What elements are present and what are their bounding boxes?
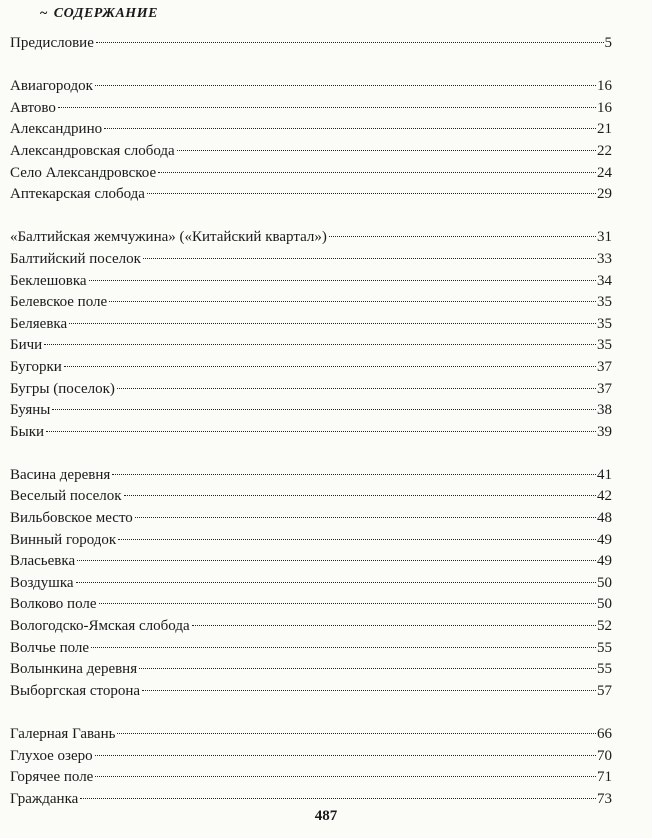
toc-entry <box>10 76 612 98</box>
dot-leader <box>44 344 596 345</box>
toc-entry-title: Авиагородок <box>10 78 93 95</box>
toc-entry-title: Бичи <box>10 337 43 354</box>
toc-entry-title: Васина деревня <box>10 466 111 483</box>
toc-entry <box>10 422 612 444</box>
dot-leader <box>117 733 596 734</box>
dot-leader <box>46 431 596 432</box>
toc-entry-page: 48 <box>597 510 612 527</box>
toc-entry-page: 73 <box>597 790 612 807</box>
toc-entry-page: 35 <box>597 315 612 332</box>
toc-entry-title: Бугорки <box>10 358 62 375</box>
toc-entry <box>10 681 612 703</box>
page-number: 487 <box>314 808 338 824</box>
toc-entry-page: 71 <box>597 769 612 786</box>
toc-entry-page: 41 <box>597 466 612 483</box>
toc-entry <box>10 33 612 55</box>
toc-entry <box>10 659 612 681</box>
toc-entry-title: Аптекарская слобода <box>10 186 145 203</box>
toc-entry-title: Село Александровское <box>10 164 157 181</box>
toc-entry-title: Бугры (поселок) <box>10 380 115 397</box>
dot-leader <box>142 690 596 691</box>
dot-leader <box>95 755 596 756</box>
toc-entry-title: Галерная Гавань <box>10 726 116 742</box>
toc-entry <box>10 767 612 789</box>
toc-entry-title: Винный городок <box>10 531 117 548</box>
toc-entry <box>10 400 612 422</box>
toc-entry-title: Буяны <box>10 402 51 419</box>
section-gap <box>10 702 612 724</box>
toc-entry <box>10 486 612 508</box>
toc-entry-page: 24 <box>597 164 612 181</box>
toc-entry-page: 66 <box>597 726 612 742</box>
dot-leader <box>143 258 596 259</box>
toc-entry-page: 37 <box>597 358 612 375</box>
toc-entry-page: 49 <box>597 531 612 548</box>
toc-entry <box>10 379 612 401</box>
toc-entry-page: 55 <box>597 661 612 678</box>
dot-leader <box>95 776 596 777</box>
toc-entry-page: 16 <box>597 78 612 95</box>
toc-entry-title: Выборгская сторона <box>10 682 141 699</box>
toc-entry-title: Балтийский поселок <box>10 250 141 267</box>
dot-leader <box>158 172 596 173</box>
dot-leader <box>135 517 596 518</box>
toc-entry-page: 29 <box>597 186 612 203</box>
toc-entry <box>10 141 612 163</box>
header-title: СОДЕРЖАНИЕ <box>53 6 158 21</box>
toc-entry <box>10 616 612 638</box>
toc-entry-title: Волково поле <box>10 596 97 613</box>
dot-leader <box>64 366 596 367</box>
toc-entry-page: 37 <box>597 380 612 397</box>
dot-leader <box>112 474 596 475</box>
toc-entry-title: Горячее поле <box>10 769 94 786</box>
toc-entry <box>10 357 612 379</box>
tilde-ornament-icon: ~ <box>40 6 48 21</box>
toc-entry-title: Белевское поле <box>10 294 108 311</box>
toc-entry-title: Воздушка <box>10 574 74 591</box>
table-of-contents <box>10 33 612 810</box>
section-gap <box>10 55 612 77</box>
toc-entry <box>10 594 612 616</box>
dot-leader <box>77 560 596 561</box>
toc-entry <box>10 271 612 293</box>
toc-entry-title: Власьевка <box>10 553 76 570</box>
toc-entry-title: Быки <box>10 423 45 440</box>
toc-entry-title: Волчье поле <box>10 639 90 656</box>
toc-entry <box>10 292 612 314</box>
toc-entry-title: Александровская слобода <box>10 142 175 159</box>
toc-entry <box>10 119 612 141</box>
dot-leader <box>58 107 596 108</box>
toc-entry <box>10 335 612 357</box>
toc-entry-page: 5 <box>604 35 612 51</box>
dot-leader <box>192 625 596 626</box>
toc-entry-title: «Балтийская жемчужина» («Китайский квартал») <box>10 229 327 246</box>
toc-entry <box>10 724 612 746</box>
toc-entry-page: 16 <box>597 99 612 116</box>
toc-entry-page: 70 <box>597 747 612 764</box>
toc-entry <box>10 465 612 487</box>
toc-entry-title: Веселый поселок <box>10 488 122 505</box>
dot-leader <box>80 798 596 799</box>
toc-entry-page: 57 <box>597 682 612 699</box>
dot-leader <box>177 150 596 151</box>
dot-leader <box>109 301 596 302</box>
toc-entry-page: 33 <box>597 250 612 267</box>
toc-entry-page: 39 <box>597 423 612 440</box>
toc-entry <box>10 227 612 249</box>
dot-leader <box>124 495 596 496</box>
toc-entry-page: 21 <box>597 121 612 138</box>
toc-entry-page: 34 <box>597 272 612 289</box>
toc-entry <box>10 163 612 185</box>
dot-leader <box>89 280 596 281</box>
toc-entry-page: 49 <box>597 553 612 570</box>
dot-leader <box>96 42 604 43</box>
dot-leader <box>99 603 596 604</box>
section-gap <box>10 443 612 465</box>
toc-entry-page: 35 <box>597 337 612 354</box>
toc-entry-title: Беклешовка <box>10 272 87 289</box>
dot-leader <box>147 193 596 194</box>
toc-entry-title: Предисловие <box>10 35 94 51</box>
toc-entry <box>10 573 612 595</box>
toc-entry <box>10 184 612 206</box>
toc-entry-title: Автово <box>10 99 56 116</box>
toc-entry-title: Вологодско-Ямская слобода <box>10 618 190 635</box>
toc-entry-title: Гражданка <box>10 790 79 807</box>
toc-entry <box>10 530 612 552</box>
dot-leader <box>76 582 596 583</box>
toc-entry-title: Волынкина деревня <box>10 661 138 678</box>
toc-entry-page: 22 <box>597 142 612 159</box>
toc-entry <box>10 508 612 530</box>
toc-entry-title: Александрино <box>10 121 103 138</box>
toc-entry-page: 42 <box>597 488 612 505</box>
dot-leader <box>104 128 596 129</box>
dot-leader <box>91 647 596 648</box>
toc-entry-page: 55 <box>597 639 612 656</box>
toc-entry-title: Вильбовское место <box>10 510 133 527</box>
toc-entry-page: 52 <box>597 618 612 635</box>
dot-leader <box>95 85 596 86</box>
toc-entry-page: 31 <box>597 229 612 246</box>
toc-entry-page: 38 <box>597 402 612 419</box>
dot-leader <box>52 409 596 410</box>
dot-leader <box>118 539 596 540</box>
toc-entry <box>10 98 612 120</box>
toc-entry <box>10 249 612 271</box>
toc-entry <box>10 746 612 768</box>
toc-entry <box>10 314 612 336</box>
toc-entry-title: Глухое озеро <box>10 747 93 764</box>
toc-entry-title: Беляевка <box>10 315 68 332</box>
dot-leader <box>117 388 596 389</box>
section-gap <box>10 206 612 228</box>
dot-leader <box>139 668 596 669</box>
dot-leader <box>329 236 596 237</box>
toc-entry <box>10 551 612 573</box>
toc-entry <box>10 638 612 660</box>
toc-entry-page: 50 <box>597 596 612 613</box>
dot-leader <box>69 323 596 324</box>
toc-entry-page: 50 <box>597 574 612 591</box>
page-header <box>40 6 158 22</box>
toc-entry-page: 35 <box>597 294 612 311</box>
